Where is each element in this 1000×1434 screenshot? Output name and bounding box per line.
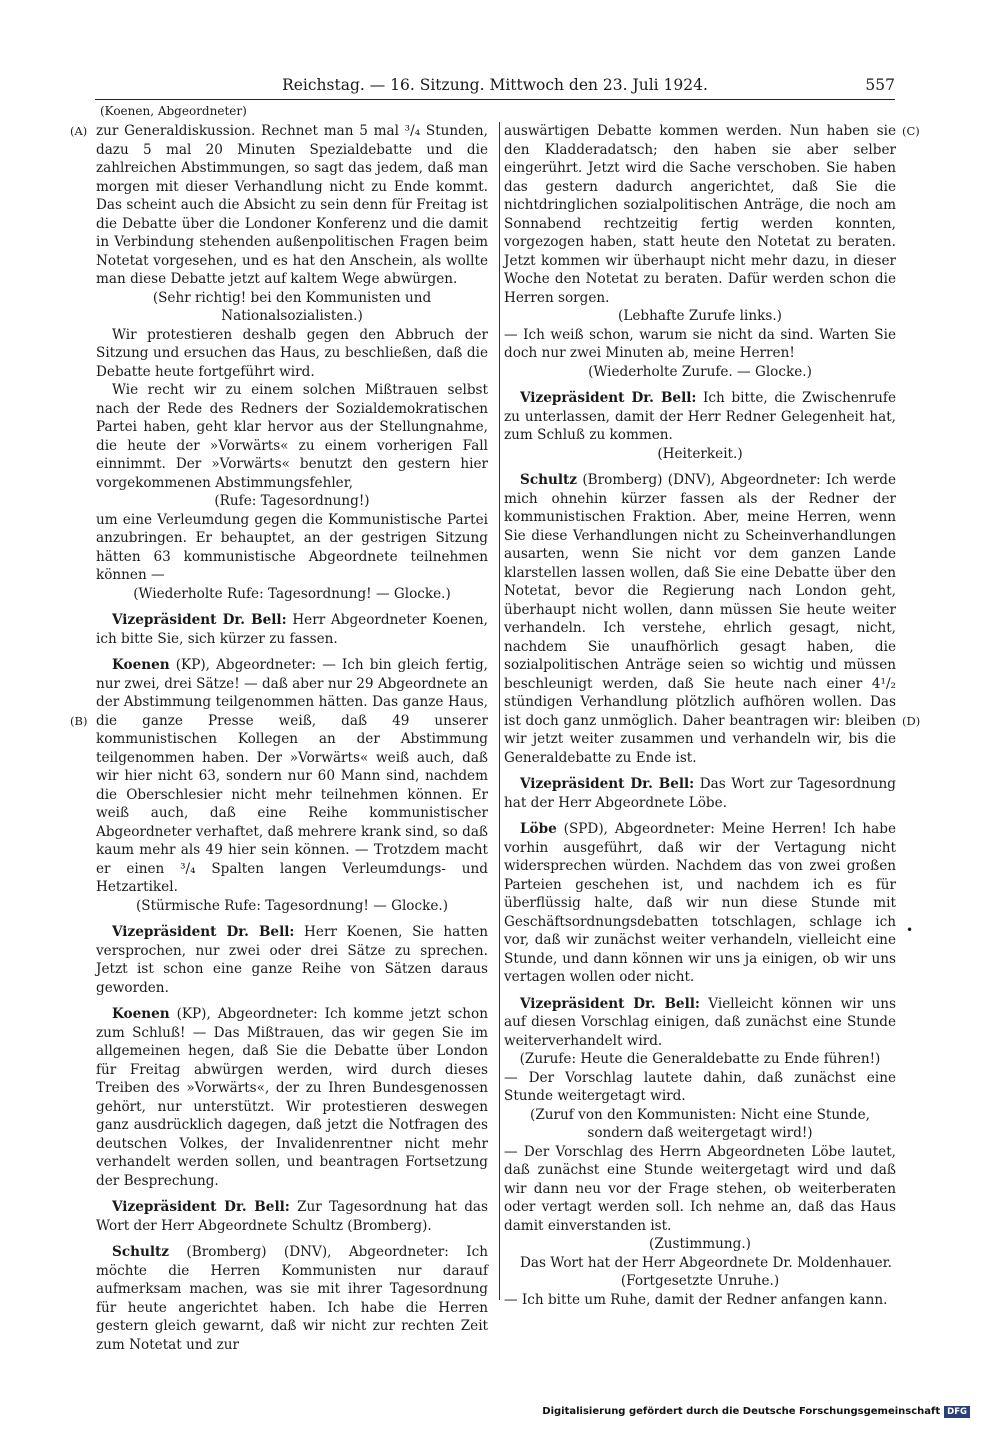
paragraph-text: zur Generaldiskussion. Rechnet man 5 mal ³/₄ Stunden, dazu 5 mal 20 Minuten Spezialdebatte und die zahlreichen Abstimmungen, so sagt das jedem, daß man morgen mit dieser Verhandlung nicht zu Ende kommt. Das scheint auch die Absicht zu sein denn für Freitag ist die Debatte über die Londoner Konferenz und die damit in Verbindung stehenden außenpolitischen Fragen beim Notetat vorgesehen, und es hat den Anschein, als wollte man diese Debatte jetzt auf kaltem Wege abwürgen. (96, 123, 488, 287)
speaker-name: Schultz (112, 1244, 170, 1260)
margin-marker-c: (C) (902, 124, 920, 138)
interjection (96, 289, 488, 326)
interjection (504, 445, 896, 464)
speech-paragraph (96, 656, 488, 897)
interjection (96, 492, 488, 511)
speech-paragraph (96, 923, 488, 997)
paragraph-text: Das Wort zur Tagesordnung hat der Herr Abgeordnete Löbe. (504, 776, 896, 811)
paragraph-text: Zur Tagesordnung hat das Wort der Herr Abgeordnete Schultz (Bromberg). (96, 1199, 488, 1234)
interjection (504, 1235, 896, 1254)
paragraph (504, 1254, 896, 1273)
paragraph-text: Vielleicht können wir uns auf diesen Vorschlag einigen, daß zunächst eine Stunde weiterverhandelt wird. (504, 995, 896, 1049)
speech-paragraph (96, 1198, 488, 1235)
speaker-name: Löbe (520, 821, 557, 837)
speaker-name: Vizepräsident Dr. Bell: (520, 776, 695, 792)
speaker-name: Koenen (112, 657, 170, 673)
interjection (96, 585, 488, 604)
interjection (504, 1272, 896, 1291)
paragraph (96, 381, 488, 492)
paragraph-text: (Bromberg) (DNV), Abgeordneter: Ich möchte die Herren Kommunisten nur darauf aufmerksam machen, was sie mit ihrer Tagesordnung für heute angerichtet haben. Ich habe die Herren gestern gleich gewarnt, daß wir nicht zur rechten Zeit zum Notetat und zur (96, 1244, 488, 1353)
interjection (504, 363, 896, 382)
interjection (504, 1106, 896, 1143)
paragraph-text: (Zuruf von den Kommunisten: Nicht eine Stunde, sondern daß weitergetagt wird!) (530, 1106, 870, 1141)
speaker-name: Vizepräsident Dr. Bell: (520, 995, 700, 1012)
paragraph-text: — Ich bitte um Ruhe, damit der Redner anfangen kann. (504, 1291, 888, 1308)
footer-credit (542, 1406, 970, 1418)
paragraph-text: (KP), Abgeordneter: — Ich bin gleich fertig, nur zwei, drei Sätze! — daß aber nur 29 Abgeordnete an der Abstimmung teilgenommen hätten. Das ganze Haus, die ganze Presse weiß, daß 49 unserer kommunistischen Kollegen an der Abstimmung teilgenommen haben. Der »Vorwärts« weiß auch, daß wir hier nicht 63, sondern nur 60 Mann sind, nachdem die Oberschlesier nicht mehr teilnehmen können. Er weiß auch, daß eine Reihe kommunistischer Abgeordneter verhaftet, daß mehrere krank sind, so daß kaum mehr als 49 hier sein können. — Trotzdem macht er einen ³/₄ Spalten langen Verleumdungs- und Hetzartikel. (96, 657, 488, 895)
speech-paragraph (504, 995, 896, 1051)
paragraph-text: — Der Vorschlag lautete dahin, daß zunächst eine Stunde weitergetagt wird. (504, 1069, 896, 1104)
paragraph-text: (KP), Abgeordneter: Ich komme jetzt schon zum Schluß! — Das Mißtrauen, das wir gegen Sie im allgemeinen hegen, daß Sie die Debatte über London für Freitag abwürgen werden, wird durch dieses Treiben des »Vorwärts«, der zu Ihren Bundesgenossen gehört, nur unterstützt. Wir protestieren deswegen ganz ausdrücklich dagegen, daß jetzt die Notfragen des deutschen Volkes, der Invalidenrentner nicht mehr verhandelt werden sollen, und beantragen Fortsetzung der Besprechung. (96, 1006, 488, 1189)
margin-marker-b: (B) (70, 714, 88, 728)
paragraph-text: (Zustimmung.) (649, 1236, 751, 1252)
paragraph (504, 1143, 896, 1236)
paragraph-text: Herr Koenen, Sie hatten versprochen, nur zwei oder drei Sätze zu sprechen. Jetzt ist schon eine ganze Reihe von Sätzen daraus geworden. (96, 924, 488, 996)
paragraph-text: (Sehr richtig! bei den Kommunisten und Nationalsozialisten.) (152, 289, 432, 324)
paragraph-text: — Der Vorschlag des Herrn Abgeordneten Löbe lautet, daß zunächst eine Stunde weitergetagt wird und daß wir dann neu vor der Frage stehen, ob weiterberaten oder vertagt werden soll. Ich nehme an, daß das Haus damit einverstanden ist. (504, 1143, 896, 1234)
paragraph (504, 1069, 896, 1106)
header-rule (95, 99, 895, 100)
speaker-name: Vizepräsident Dr. Bell: (112, 612, 287, 628)
speech-paragraph (96, 1005, 488, 1190)
dfg-logo: DFG (944, 1406, 970, 1418)
margin-marker-a: (A) (70, 124, 88, 138)
margin-dot: • (906, 923, 914, 937)
paragraph (504, 326, 896, 363)
running-title: Reichstag. — 16. Sitzung. Mittwoch den 23. Juli 1924. (282, 76, 708, 94)
left-column (96, 122, 488, 1354)
paragraph-text: auswärtigen Debatte kommen werden. Nun haben sie den Kladderadatsch; den haben sie aber selber eingerührt. Jetzt wird die Sache verschoben. Sie haben das gestern dadurch angerichtet, daß Sie die nichtdringlichen sozialpolitischen Anträge, die noch am Sonnabend rechtzeitig fertig werden konnten, vorgezogen haben, statt heute den Notetat zu beraten. Jetzt kommen wir überhaupt nicht mehr dazu, in dieser Woche den Notetat zu beraten. Dafür werden schon die Herren sorgen. (504, 123, 896, 306)
interjection (96, 897, 488, 916)
speech-paragraph (504, 820, 896, 987)
speech-paragraph (504, 471, 896, 767)
speech-paragraph (96, 611, 488, 648)
paragraph-text: Das Wort hat der Herr Abgeordnete Dr. Moldenhauer. (520, 1254, 893, 1271)
interjection (504, 1050, 896, 1069)
speech-paragraph (96, 1243, 488, 1354)
paragraph-text: (Stürmische Rufe: Tagesordnung! — Glocke.) (135, 897, 449, 914)
column-divider (499, 122, 500, 1300)
paragraph (96, 511, 488, 585)
speaker-name: Vizepräsident Dr. Bell: (520, 390, 697, 406)
paragraph (96, 326, 488, 382)
speech-paragraph (504, 775, 896, 812)
speaker-tag: (Koenen, Abgeordneter) (100, 104, 247, 118)
paragraph-text: (Heiterkeit.) (657, 445, 743, 462)
speech-paragraph (504, 389, 896, 445)
paragraph-text: Wir protestieren deshalb gegen den Abbruch der Sitzung und ersuchen das Haus, zu beschließen, daß die Debatte heute fortgeführt wird. (96, 326, 488, 380)
paragraph-text: (Wiederholte Rufe: Tagesordnung! — Glocke.) (133, 585, 451, 602)
speaker-name: Schultz (520, 472, 578, 488)
paragraph (96, 122, 488, 289)
paragraph-text: Ich bitte, die Zwischenrufe zu unterlassen, damit der Herr Redner Gelegenheit hat, zum Schluß zu kommen. (504, 390, 896, 443)
right-column (504, 122, 896, 1309)
footer-text: Digitalisierung gefördert durch die Deutsche Forschungsgemeinschaft (542, 1406, 941, 1417)
paragraph-text: (Wiederholte Zurufe. — Glocke.) (588, 363, 812, 380)
paragraph-text: Herr Abgeordneter Koenen, ich bitte Sie, sich kürzer zu fassen. (96, 612, 488, 647)
page-header (95, 76, 895, 98)
paragraph-text: (Fortgesetzte Unruhe.) (620, 1273, 780, 1289)
speaker-name: Vizepräsident Dr. Bell: (112, 1199, 290, 1215)
paragraph-text: Wie recht wir zu einem solchen Mißtrauen selbst nach der Rede des Redners der Sozialdemokratischen Partei haben, geht klar hervor aus der Stellungnahme, die heute der »Vorwärts« zu einem vorherigen Fall einnimmt. Der »Vorwärts« benutzt den gestern hier vorgekommenen Abstimmungsfehler, (96, 382, 488, 491)
paragraph-text: (Zurufe: Heute die Generaldebatte zu Ende führen!) (519, 1051, 881, 1067)
paragraph-text: um eine Verleumdung gegen die Kommunistische Partei anzubringen. Er behauptet, an der gestrigen Sitzung hätten 63 kommunistische Abgeordnete teilnehmen können — (96, 511, 488, 583)
paragraph (504, 1291, 896, 1310)
interjection (504, 307, 896, 326)
paragraph-text: (Bromberg) (DNV), Abgeordneter: Ich werde mich ohnehin kürzer fassen als der Redner der kommunistischen Fraktion. Aber, meine Herren, wenn Sie diese Verhandlungen nicht zu Scheinverhandlungen ausarten, wenn Sie nicht vor dem ganzen Lande klarstellen lassen wollen, daß Sie eine Debatte über den Notetat, bevor die Regierung nach London geht, überhaupt nicht wollen, dann müssen Sie heute weiter verhandeln. Ich verstehe, ehrlich gesagt, nicht, nachdem Sie unaufhörlich gesagt haben, die sozialpolitischen Anträge seien so wichtig und müssen beschleunigt werden, daß Sie heute nach einer 4¹/₂ stündigen Verhandlung plötzlich aufhören wollen. Das ist doch ganz unmöglich. Daher beantragen wir: bleiben wir jetzt weiter zusammen und verhandeln wir, bis die Generaldebatte zu Ende ist. (504, 472, 896, 766)
page-number: 557 (865, 76, 895, 94)
paragraph-text: (Lebhafte Zurufe links.) (618, 308, 782, 324)
speaker-name: Vizepräsident Dr. Bell: (112, 924, 295, 940)
paragraph-text: — Ich weiß schon, warum sie nicht da sind. Warten Sie doch nur zwei Minuten ab, meine Herren! (504, 326, 896, 361)
paragraph (504, 122, 896, 307)
margin-marker-d: (D) (902, 714, 921, 728)
paragraph-text: (SPD), Abgeordneter: Meine Herren! Ich habe vorhin ausgeführt, daß wir der Vertagung nicht widersprechen würden. Nachdem das von zwei großen Parteien geschehen ist, und nachdem ich es für überflüssig halte, daß wir nun diese Stunde mit Geschäftsordnungsdebatten totschlagen, schlage ich vor, daß wir zunächst weiter verhandeln, vielleicht eine Stunde, und dann können wir uns ja einigen, ob wir uns vertagen wollen oder nicht. (504, 821, 896, 985)
paragraph-text: (Rufe: Tagesordnung!) (214, 493, 370, 509)
speaker-name: Koenen (112, 1006, 170, 1022)
